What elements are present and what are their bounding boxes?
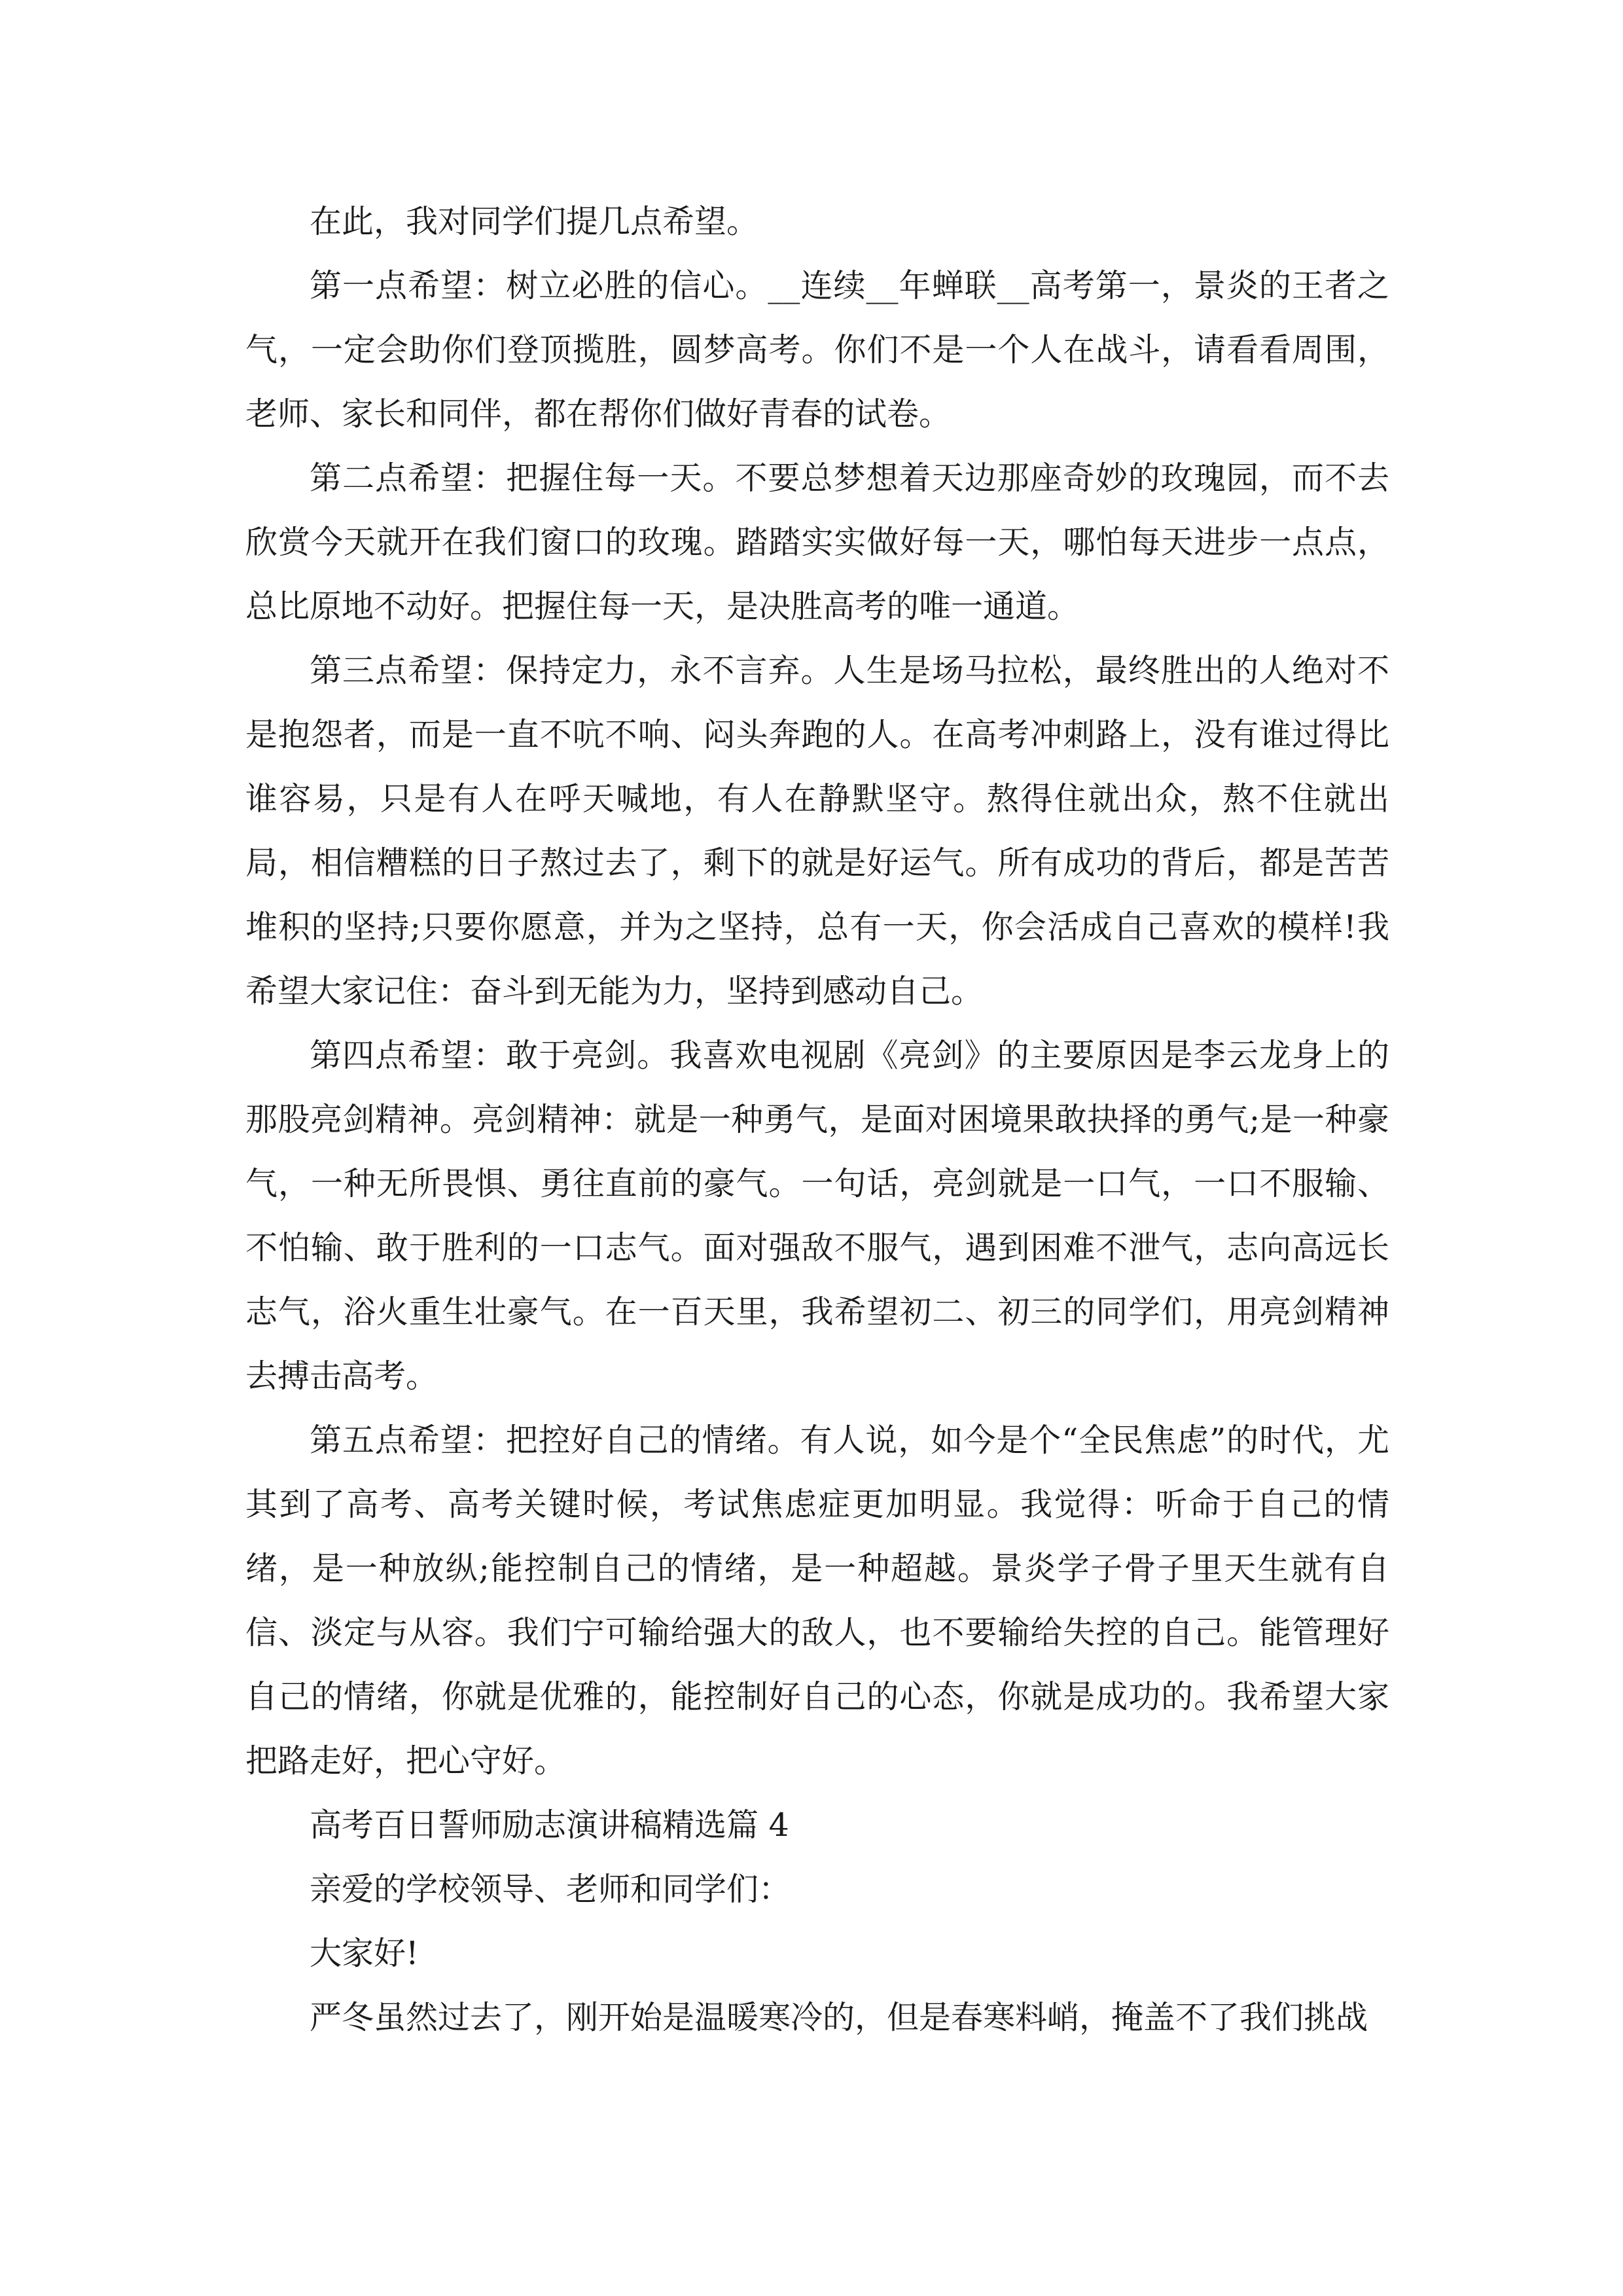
salutation: 亲爱的学校领导、老师和同学们： — [310, 1871, 791, 1908]
paragraph-hope-2: 第二点希望：把握住每一天。不要总梦想着天边那座奇妙的玫瑰园，而不去欣赏今天就开在我们窗口的玫瑰。踏踏实实做好每一天，哪怕每天进步一点点，总比原地不动好。把握住每一天，是决胜高考的唯一通道。 — [245, 459, 1389, 625]
paragraph-opening: 严冬虽然过去了，刚开始是温暖寒冷的，但是春寒料峭，掩盖不了我们挑战 — [310, 1999, 1368, 2036]
paragraph-hope-5: 第五点希望：把控好自己的情绪。有人说，如今是个“全民焦虑”的时代，尤其到了高考、高考关键时候，考试焦虑症更加明显。我觉得：听命于自己的情绪，是一种放纵;能控制自己的情绪，是一种超越。景炎学子骨子里天生就有自信、淡定与从容。我们宁可输给强大的敌人，也不要输给失控的自己。能管理好自己的情绪，你就是优雅的，能控制好自己的心态，你就是成功的。我希望大家把路走好，把心守好。 — [245, 1422, 1389, 1780]
paragraph-hope-4: 第四点希望：敢于亮剑。我喜欢电视剧《亮剑》的主要原因是李云龙身上的那股亮剑精神。亮剑精神：就是一种勇气，是面对困境果敢抉择的勇气;是一种豪气，一种无所畏惧、勇往直前的豪气。一句话，亮剑就是一口气，一口不服输、不怕输、敢于胜利的一口志气。面对强敌不服气，遇到困难不泄气，志向高远长志气，浴火重生壮豪气。在一百天里，我希望初二、初三的同学们，用亮剑精神去搏击高考。 — [245, 1037, 1389, 1395]
document-body — [245, 190, 1389, 2050]
section-heading: 高考百日誓师励志演讲稿精选篇 4 — [310, 1806, 789, 1844]
paragraph-hope-3: 第三点希望：保持定力，永不言弃。人生是场马拉松，最终胜出的人绝对不是抱怨者，而是一直不吭不响、闷头奔跑的人。在高考冲刺路上，没有谁过得比谁容易，只是有人在呼天喊地，有人在静默坚守。熬得住就出众，熬不住就出局，相信糟糕的日子熬过去了，剩下的就是好运气。所有成功的背后，都是苦苦堆积的坚持;只要你愿意，并为之坚持，总有一天，你会活成自己喜欢的模样!我希望大家记住：奋斗到无能为力，坚持到感动自己。 — [245, 652, 1389, 1010]
greeting: 大家好! — [310, 1935, 419, 1972]
paragraph-hope-1: 第一点希望：树立必胜的信心。__连续__年蝉联__高考第一，景炎的王者之气，一定会助你们登顶揽胜，圆梦高考。你们不是一个人在战斗，请看看周围，老师、家长和同伴，都在帮你们做好青春的试卷。 — [245, 267, 1389, 433]
paragraph-intro: 在此，我对同学们提几点希望。 — [310, 203, 759, 240]
